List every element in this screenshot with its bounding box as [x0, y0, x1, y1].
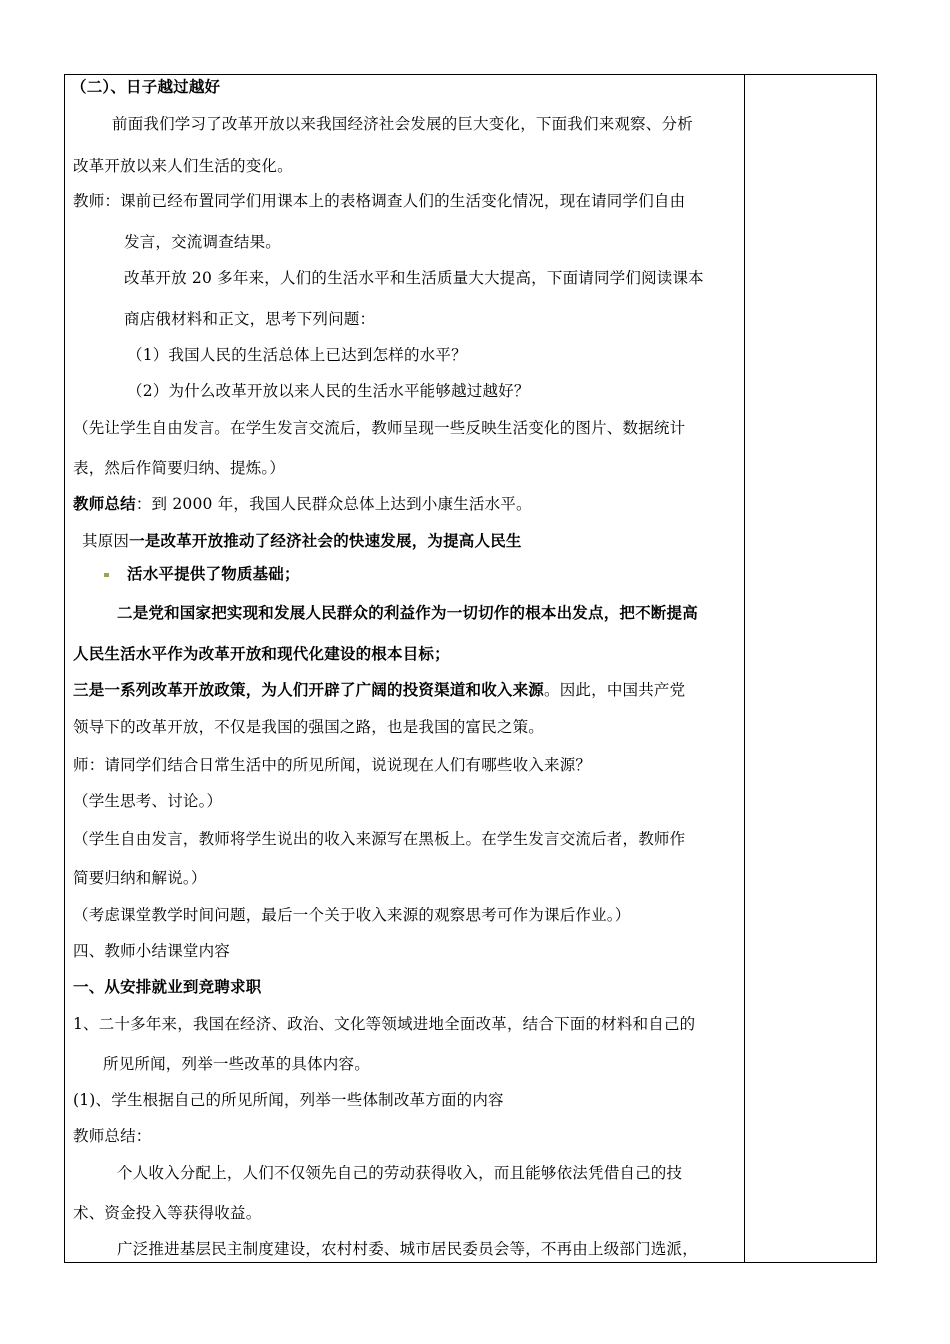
paragraph-line: （学生自由发言，教师将学生说出的收入来源写在黑板上。在学生发言交流后者，教师作 [73, 830, 686, 848]
reason-3-line-1 [73, 680, 685, 700]
reason-3-bold: 三是一系列改革开放政策，为人们开辟了广阔的投资渠道和收入来源 [73, 680, 545, 699]
teacher-summary [73, 494, 532, 514]
paragraph-line: （学生思考、讨论。） [73, 792, 223, 810]
reason-1 [82, 531, 522, 551]
reason-3-rest: 。因此，中国共产党 [544, 681, 686, 699]
paragraph-line: 1、二十多年来，我国在经济、政治、文化等领域进地全面改革，结合下面的材料和自己的 [73, 1015, 696, 1033]
paragraph-line: 发言，交流调查结果。 [124, 233, 282, 251]
reason-2-line-1: 二是党和国家把实现和发展人民群众的利益作为一切切作的根本出发点，把不断提高 [117, 603, 698, 622]
paragraph-line: 所见所闻，列举一些改革的具体内容。 [103, 1055, 370, 1073]
reason-3-line-2: 领导下的改革开放，不仅是我国的强国之路，也是我国的富民之策。 [73, 718, 545, 736]
paragraph-line: 商店俄材料和正文，思考下列问题： [124, 310, 376, 328]
paragraph-line: 改革开放以来人们生活的变化。 [73, 157, 293, 175]
teacher-summary-text: ：到 2000 年，我国人民群众总体上达到小康生活水平。 [135, 495, 532, 513]
paragraph-line: （考虑课堂教学时间问题，最后一个关于收入来源的观察思考可作为课后作业。） [73, 906, 631, 924]
paragraph-line: 术、资金投入等获得收益。 [73, 1204, 262, 1222]
paragraph-line: 改革开放 20 多年来，人们的生活水平和生活质量大大提高，下面请同学们阅读课本 [124, 269, 704, 287]
paragraph-line: 教师：课前已经布置同学们用课本上的表格调查人们的生活变化情况，现在请同学们自由 [73, 192, 686, 210]
teacher-summary-label: 教师总结 [73, 494, 136, 513]
paragraph-line: 前面我们学习了改革开放以来我国经济社会发展的巨大变化，下面我们来观察、分析 [112, 115, 693, 133]
question-2: （2）为什么改革开放以来人民的生活水平能够越过越好？ [127, 382, 530, 400]
paragraph-line: 个人收入分配上，人们不仅领先自己的劳动获得收入，而且能够依法凭借自己的技 [117, 1164, 683, 1182]
reason-2-line-2: 人民生活水平作为改革开放和现代化建设的根本目标； [73, 644, 450, 663]
reason-1-continued: 活水平提供了物质基础； [127, 564, 300, 583]
paragraph-line: （先让学生自由发言。在学生发言交流后，教师呈现一些反映生活变化的图片、数据统计 [73, 419, 686, 437]
table-column-divider [744, 74, 745, 1262]
paragraph-line: 简要归纳和解说。） [73, 869, 207, 887]
paragraph-line: 四、教师小结课堂内容 [73, 942, 231, 960]
table-left-border [64, 74, 65, 1262]
paragraph-line: (1)、学生根据自己的所见所闻，列举一些体制改革方面的内容 [73, 1091, 504, 1109]
paragraph-line: 表，然后作简要归纳、提炼。） [73, 459, 286, 477]
bullet-mark [104, 573, 109, 577]
paragraph-line: 师：请同学们结合日常生活中的所见所闻，说说现在人们有哪些收入来源？ [73, 756, 592, 774]
section-heading: （二）、日子越过越好 [71, 77, 221, 96]
table-right-border [876, 74, 877, 1262]
reason-1-bold: 一是改革开放推动了经济社会的快速发展，为提高人民生 [129, 531, 522, 550]
table-top-border [64, 74, 877, 75]
paragraph-line: 教师总结： [73, 1127, 152, 1145]
paragraph-line: 广泛推进基层民主制度建设，农村村委、城市居民委员会等，不再由上级部门选派， [117, 1240, 698, 1258]
reason-1-prefix: 其原因 [82, 532, 130, 550]
question-1: （1）我国人民的生活总体上已达到怎样的水平？ [127, 346, 467, 364]
table-bottom-border [64, 1262, 877, 1263]
subsection-heading: 一、从安排就业到竞聘求职 [73, 977, 262, 996]
